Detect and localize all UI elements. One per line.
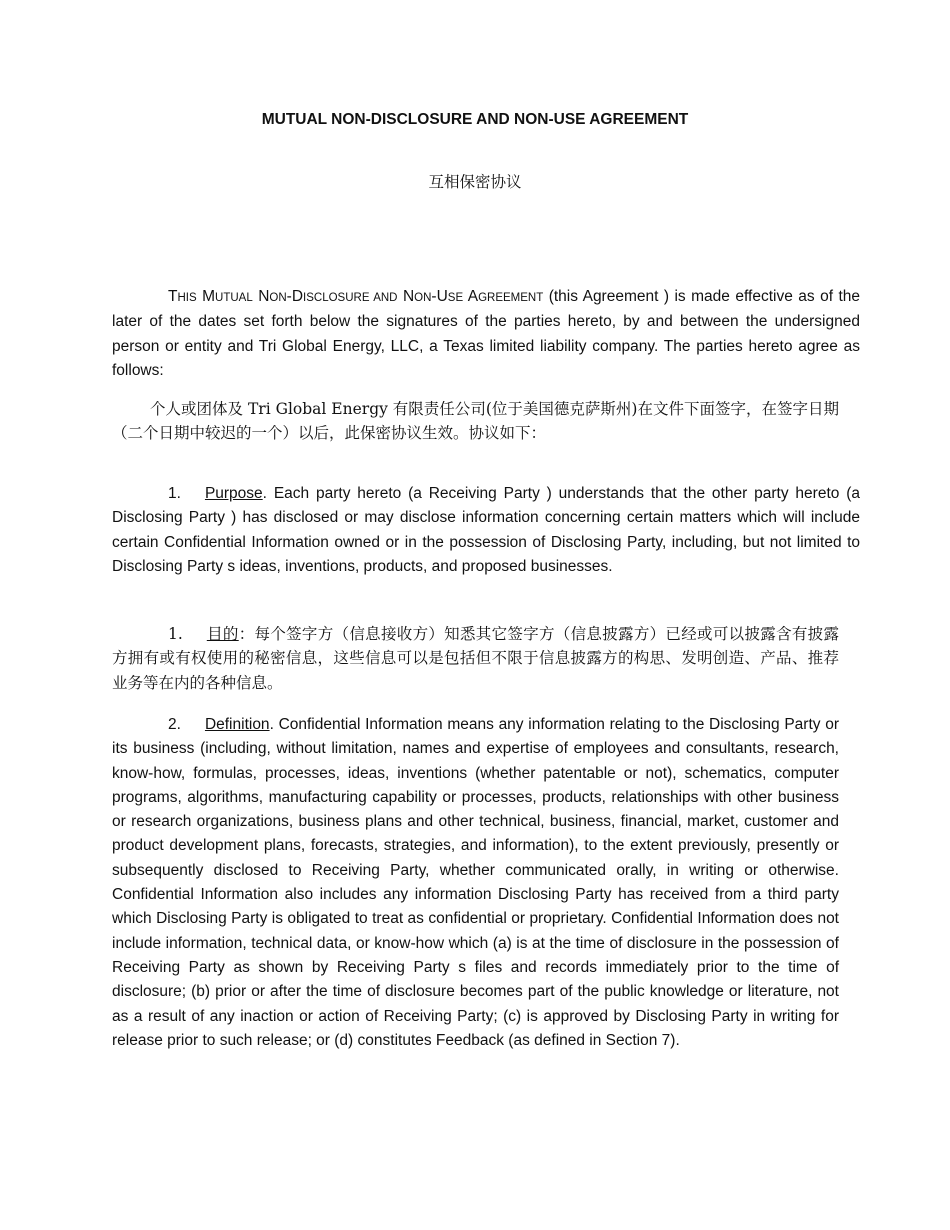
document-title: MUTUAL NON-DISCLOSURE AND NON-USE AGREEMENT	[261, 111, 689, 128]
intro-paragraph-cn: 个人或团体及 Tri Global Energy 有限责任公司(位于美国德克萨斯州)在文件下面签字，在签字日期（二个日期中较迟的一个）以后，此保密协议生效。协议如下：	[112, 400, 839, 443]
section-2-number: 2.	[168, 716, 181, 733]
intro-text: (this Agreement ) is made effective as of the later of the dates set forth below the signatures of the parties hereto, by and between the undersigned person or entity and Tri Global Energy, LLC, a Texas limited liability company. The parties hereto agree as follows:	[112, 288, 861, 379]
intro-agreement-name: THIS MUTUAL NON-DISCLOSURE AND NON-USE AGREEMENT	[168, 288, 544, 305]
intro-paragraph	[112, 285, 860, 383]
section-1-purpose-cn	[112, 622, 839, 695]
section-1-cn-heading: 目的	[206, 625, 239, 643]
section-1-purpose	[112, 482, 860, 579]
section-1-cn-text: ：每个签字方（信息接收方）知悉其它签字方（信息披露方）已经或可以披露含有披露方拥有或有权使用的秘密信息，这些信息可以是包括但不限于信息披露方的构思、发明创造、产品、推荐业务等在内的各种信息。	[112, 625, 839, 692]
section-1-text: . Each party hereto (a Receiving Party ) understands that the other party hereto (a Disclosing Party ) has disclosed or may disclose information concerning certain matters which will include certain Confidential Information owned or in the possession of Disclosing Party, including, but not limited to Disclosing Party s ideas, inventions, products, and proposed businesses.	[112, 485, 860, 575]
section-1-heading: Purpose	[204, 485, 263, 502]
section-2-text: . Confidential Information means any information relating to the Disclosing Party or its business (including, without limitation, names and expertise of employees and consultants, research, know-how, formulas, processes, ideas, inventions (whether patentable or not), schematics, computer programs, algorithms, manufacturing capability or processes, products, relationships with other business or research organizations, business plans and other technical, business, financial, market, customer and product development plans, forecasts, strategies, and information), to the extent previously, presently or subsequently disclosed to Receiving Party, whether communicated orally, in writing or otherwise. Confidential Information also includes any information Disclosing Party has received from a third party which Disclosing Party is obligated to treat as confidential or proprietary. Confidential Information does not include information, technical data, or know-how which (a) is at the time of disclosure in the possession of Receiving Party as shown by Receiving Party s files and records immediately prior to the time of disclosure; (b) prior or after the time of disclosure becomes part of the public knowledge or literature, not as a result of any inaction or action of Receiving Party; (c) is approved by Disclosing Party in writing for release prior to such release; or (d) constitutes Feedback (as defined in Section 7).	[112, 716, 839, 1049]
section-1-number: 1.	[168, 485, 181, 502]
section-2-heading: Definition	[204, 716, 270, 733]
section-2-definition	[112, 713, 839, 1053]
section-1-cn-number: 1.	[168, 625, 183, 643]
document-subtitle-cn: 互相保密协议	[428, 173, 522, 191]
